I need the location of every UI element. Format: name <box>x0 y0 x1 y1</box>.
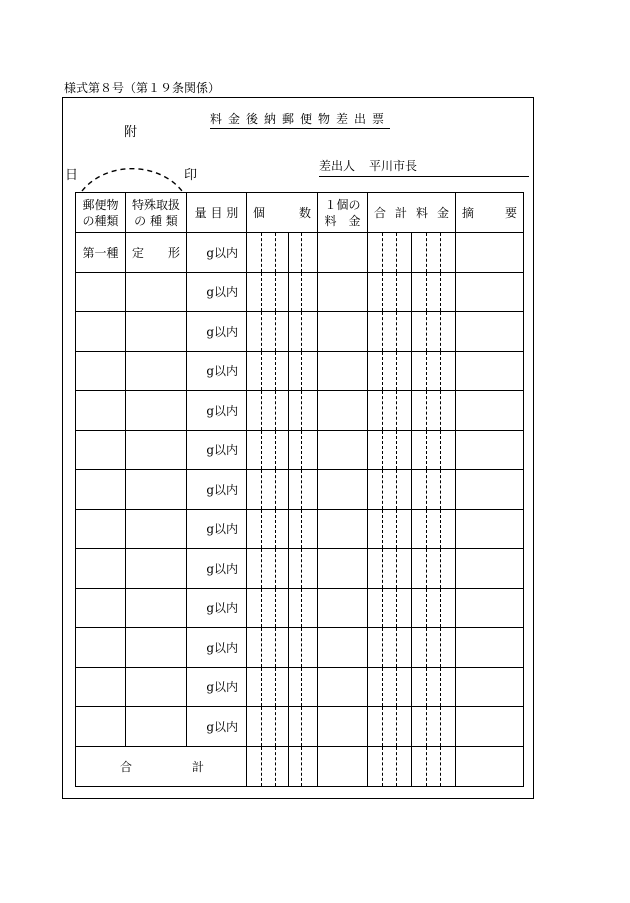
cell-weight <box>187 430 247 470</box>
header-count-a: 個 <box>253 206 266 220</box>
cell-mail-type[interactable] <box>76 707 126 747</box>
cell-unit-price[interactable] <box>318 707 368 747</box>
total-label-a: 合 <box>120 759 133 774</box>
cell-unit-price[interactable] <box>318 588 368 628</box>
header-remarks-b: 要 <box>504 206 517 220</box>
cell-total-amount[interactable] <box>368 391 456 431</box>
weight-label: g以内 <box>206 324 238 339</box>
total-row <box>76 746 524 786</box>
cell-remarks[interactable] <box>456 233 524 273</box>
cell-count[interactable] <box>247 233 318 273</box>
weight-label: g以内 <box>206 719 238 734</box>
header-total-a: 合 <box>374 206 387 220</box>
cell-mail-type[interactable] <box>76 509 126 549</box>
cell-total-amount[interactable] <box>368 707 456 747</box>
cell-remarks[interactable] <box>456 430 524 470</box>
cell-remarks[interactable] <box>456 272 524 312</box>
cell-mail-type[interactable] <box>76 391 126 431</box>
cell-count[interactable] <box>247 628 318 668</box>
cell-special-handling[interactable] <box>126 233 187 273</box>
cell-weight <box>187 470 247 510</box>
cell-unit-price[interactable] <box>318 351 368 391</box>
cell-remarks[interactable] <box>456 470 524 510</box>
cell-special-handling[interactable] <box>126 549 187 589</box>
cell-special-handling[interactable] <box>126 351 187 391</box>
weight-label: g以内 <box>206 561 238 576</box>
cell-total-amount[interactable] <box>368 667 456 707</box>
cell-total-amount[interactable] <box>368 272 456 312</box>
table-row <box>76 272 524 312</box>
cell-unit-price[interactable] <box>318 470 368 510</box>
cell-special-handling[interactable] <box>126 707 187 747</box>
cell-special-handling[interactable] <box>126 509 187 549</box>
cell-remarks[interactable] <box>456 628 524 668</box>
header-total-b: 計 <box>394 206 407 220</box>
cell-total-amount[interactable] <box>368 470 456 510</box>
total-amount[interactable] <box>368 746 456 786</box>
seal-label-right: 印 <box>184 168 198 183</box>
header-unit-price <box>318 193 368 233</box>
weight-label: g以内 <box>206 443 238 458</box>
cell-total-amount[interactable] <box>368 430 456 470</box>
total-count[interactable] <box>247 746 318 786</box>
table-row <box>76 628 524 668</box>
cell-total-amount[interactable] <box>368 509 456 549</box>
cell-weight <box>187 707 247 747</box>
mail-type-value: 第一種 <box>82 245 119 260</box>
cell-count[interactable] <box>247 509 318 549</box>
cell-mail-type[interactable] <box>76 588 126 628</box>
cell-unit-price[interactable] <box>318 549 368 589</box>
cell-remarks[interactable] <box>456 549 524 589</box>
cell-unit-price[interactable] <box>318 312 368 352</box>
cell-mail-type[interactable] <box>76 667 126 707</box>
cell-mail-type[interactable] <box>76 312 126 352</box>
table-row <box>76 470 524 510</box>
weight-label: g以内 <box>206 640 238 655</box>
header-remarks-a: 摘 <box>462 206 475 220</box>
weight-label: g以内 <box>206 482 238 497</box>
cell-weight <box>187 391 247 431</box>
cell-special-handling[interactable] <box>126 272 187 312</box>
cell-total-amount[interactable] <box>368 588 456 628</box>
cell-weight <box>187 549 247 589</box>
cell-weight <box>187 509 247 549</box>
table-row <box>76 588 524 628</box>
header-count-b: 数 <box>298 206 311 220</box>
cell-unit-price[interactable] <box>318 391 368 431</box>
cell-special-handling[interactable] <box>126 470 187 510</box>
cell-count[interactable] <box>247 667 318 707</box>
header-special-line1: 特殊取扱 <box>131 197 180 212</box>
total-unit-price[interactable] <box>318 746 368 786</box>
cell-count[interactable] <box>247 391 318 431</box>
sender-label: 差出人 <box>319 159 356 173</box>
table-row <box>76 391 524 431</box>
header-unit-price-line1: １個の <box>324 197 361 212</box>
cell-count[interactable] <box>247 351 318 391</box>
total-label-cell <box>76 746 247 786</box>
cell-mail-type[interactable] <box>76 272 126 312</box>
header-total-amount <box>368 193 456 233</box>
cell-remarks[interactable] <box>456 391 524 431</box>
cell-special-handling[interactable] <box>126 430 187 470</box>
table-row <box>76 233 524 273</box>
table-row <box>76 312 524 352</box>
cell-mail-type[interactable] <box>76 628 126 668</box>
cell-weight <box>187 588 247 628</box>
weight-label: g以内 <box>206 601 238 616</box>
cell-mail-type[interactable] <box>76 351 126 391</box>
weight-label: g以内 <box>206 364 238 379</box>
cell-remarks[interactable] <box>456 588 524 628</box>
header-count <box>247 193 318 233</box>
cell-remarks[interactable] <box>456 667 524 707</box>
cell-mail-type[interactable] <box>76 470 126 510</box>
total-remarks[interactable] <box>456 746 524 786</box>
cell-unit-price[interactable] <box>318 272 368 312</box>
header-remarks <box>456 193 524 233</box>
cell-mail-type[interactable] <box>76 549 126 589</box>
cell-count[interactable] <box>247 272 318 312</box>
cell-count[interactable] <box>247 588 318 628</box>
header-weight: 量 目 別 <box>187 193 247 233</box>
cell-mail-type[interactable] <box>76 233 126 273</box>
cell-total-amount[interactable] <box>368 312 456 352</box>
weight-label: g以内 <box>206 522 238 537</box>
cell-weight <box>187 351 247 391</box>
cell-total-amount[interactable] <box>368 549 456 589</box>
cell-remarks[interactable] <box>456 351 524 391</box>
table-row <box>76 707 524 747</box>
header-special-line2: の 種 類 <box>134 213 178 228</box>
header-special-handling <box>126 193 187 233</box>
cell-count[interactable] <box>247 549 318 589</box>
table-row <box>76 509 524 549</box>
cell-total-amount[interactable] <box>368 351 456 391</box>
cell-unit-price[interactable] <box>318 233 368 273</box>
sender-name: 平川市長 <box>369 159 418 173</box>
total-label-b: 計 <box>191 759 204 774</box>
cell-unit-price[interactable] <box>318 509 368 549</box>
cell-count[interactable] <box>247 430 318 470</box>
cell-unit-price[interactable] <box>318 667 368 707</box>
seal-label-left: 日 <box>65 168 79 183</box>
cell-special-handling[interactable] <box>126 391 187 431</box>
cell-special-handling[interactable] <box>126 312 187 352</box>
sender-line <box>319 157 529 177</box>
header-unit-price-line2: 料 金 <box>324 213 361 228</box>
special-value-b: 形 <box>167 245 180 260</box>
cell-special-handling[interactable] <box>126 628 187 668</box>
weight-label: g以内 <box>206 680 238 695</box>
form-title: 料金後納郵便物差出票 <box>210 110 390 129</box>
cell-total-amount[interactable] <box>368 628 456 668</box>
cell-remarks[interactable] <box>456 707 524 747</box>
cell-weight <box>187 628 247 668</box>
table-row <box>76 430 524 470</box>
seal-label-top: 附 <box>124 125 138 140</box>
header-total-c: 料 <box>415 206 428 220</box>
cell-count[interactable] <box>247 707 318 747</box>
table-row <box>76 351 524 391</box>
weight-label: g以内 <box>206 245 238 260</box>
cell-unit-price[interactable] <box>318 628 368 668</box>
table-row <box>76 667 524 707</box>
weight-label: g以内 <box>206 403 238 418</box>
cell-special-handling[interactable] <box>126 588 187 628</box>
header-total-d: 金 <box>436 206 449 220</box>
cell-weight <box>187 233 247 273</box>
cell-remarks[interactable] <box>456 312 524 352</box>
cell-weight <box>187 667 247 707</box>
header-mail-type-line1: 郵便物 <box>82 197 119 212</box>
cell-count[interactable] <box>247 470 318 510</box>
header-row <box>76 193 524 233</box>
weight-label: g以内 <box>206 285 238 300</box>
cell-count[interactable] <box>247 312 318 352</box>
header-mail-type <box>76 193 126 233</box>
cell-mail-type[interactable] <box>76 430 126 470</box>
cell-weight <box>187 272 247 312</box>
cell-remarks[interactable] <box>456 509 524 549</box>
special-value-a: 定 <box>132 245 145 260</box>
table-row <box>76 549 524 589</box>
form-number: 様式第８号（第１９条関係） <box>64 81 221 95</box>
header-mail-type-line2: の種類 <box>82 213 119 228</box>
cell-total-amount[interactable] <box>368 233 456 273</box>
cell-weight <box>187 312 247 352</box>
cell-special-handling[interactable] <box>126 667 187 707</box>
postage-table <box>75 192 524 787</box>
cell-unit-price[interactable] <box>318 430 368 470</box>
